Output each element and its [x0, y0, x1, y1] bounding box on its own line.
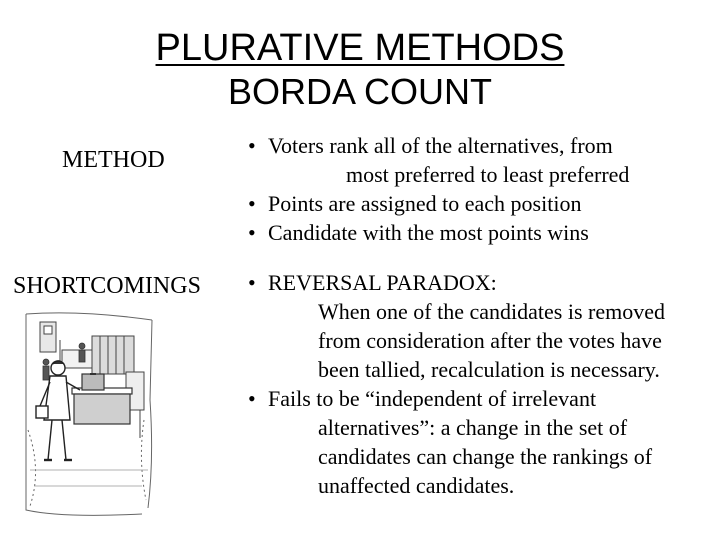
bullet-text: most preferred to least preferred — [346, 162, 630, 187]
bullet-text: candidates can change the rankings of — [318, 444, 653, 469]
bullet-icon: • — [248, 133, 256, 158]
bullet-icon: • — [248, 270, 256, 295]
voter-cartoon-illustration — [22, 310, 158, 520]
slide-title: PLURATIVE METHODS — [155, 27, 565, 69]
bullet-text: Fails to be “independent of irrelevant — [268, 386, 597, 411]
shortcomings-bullet — [248, 268, 708, 384]
slide-subtitle: BORDA COUNT — [227, 71, 493, 112]
bullet-text: from consideration after the votes have — [318, 328, 662, 353]
bullet-icon: • — [248, 220, 256, 245]
bullet-icon: • — [248, 386, 256, 411]
bullet-text: been tallied, recalculation is necessary. — [318, 357, 660, 382]
bullet-icon: • — [248, 191, 256, 216]
bullet-text: alternatives”: a change in the set of — [318, 415, 628, 440]
bullet-text: Voters rank all of the alternatives, from — [268, 133, 613, 158]
bullet-text: Candidate with the most points wins — [268, 220, 589, 245]
method-bullet — [248, 189, 688, 218]
method-bullet — [248, 218, 688, 247]
shortcomings-bullet — [248, 384, 708, 500]
method-bullet — [248, 131, 688, 189]
bullet-text: When one of the candidates is removed — [318, 299, 665, 324]
method-label: METHOD — [62, 147, 165, 173]
bullet-text: Points are assigned to each position — [268, 191, 582, 216]
shortcomings-bullet-list — [248, 268, 708, 500]
shortcomings-label: SHORTCOMINGS — [13, 273, 201, 299]
bullet-text: REVERSAL PARADOX: — [268, 270, 497, 295]
bullet-text: unaffected candidates. — [318, 473, 515, 498]
method-bullet-list — [248, 131, 688, 247]
